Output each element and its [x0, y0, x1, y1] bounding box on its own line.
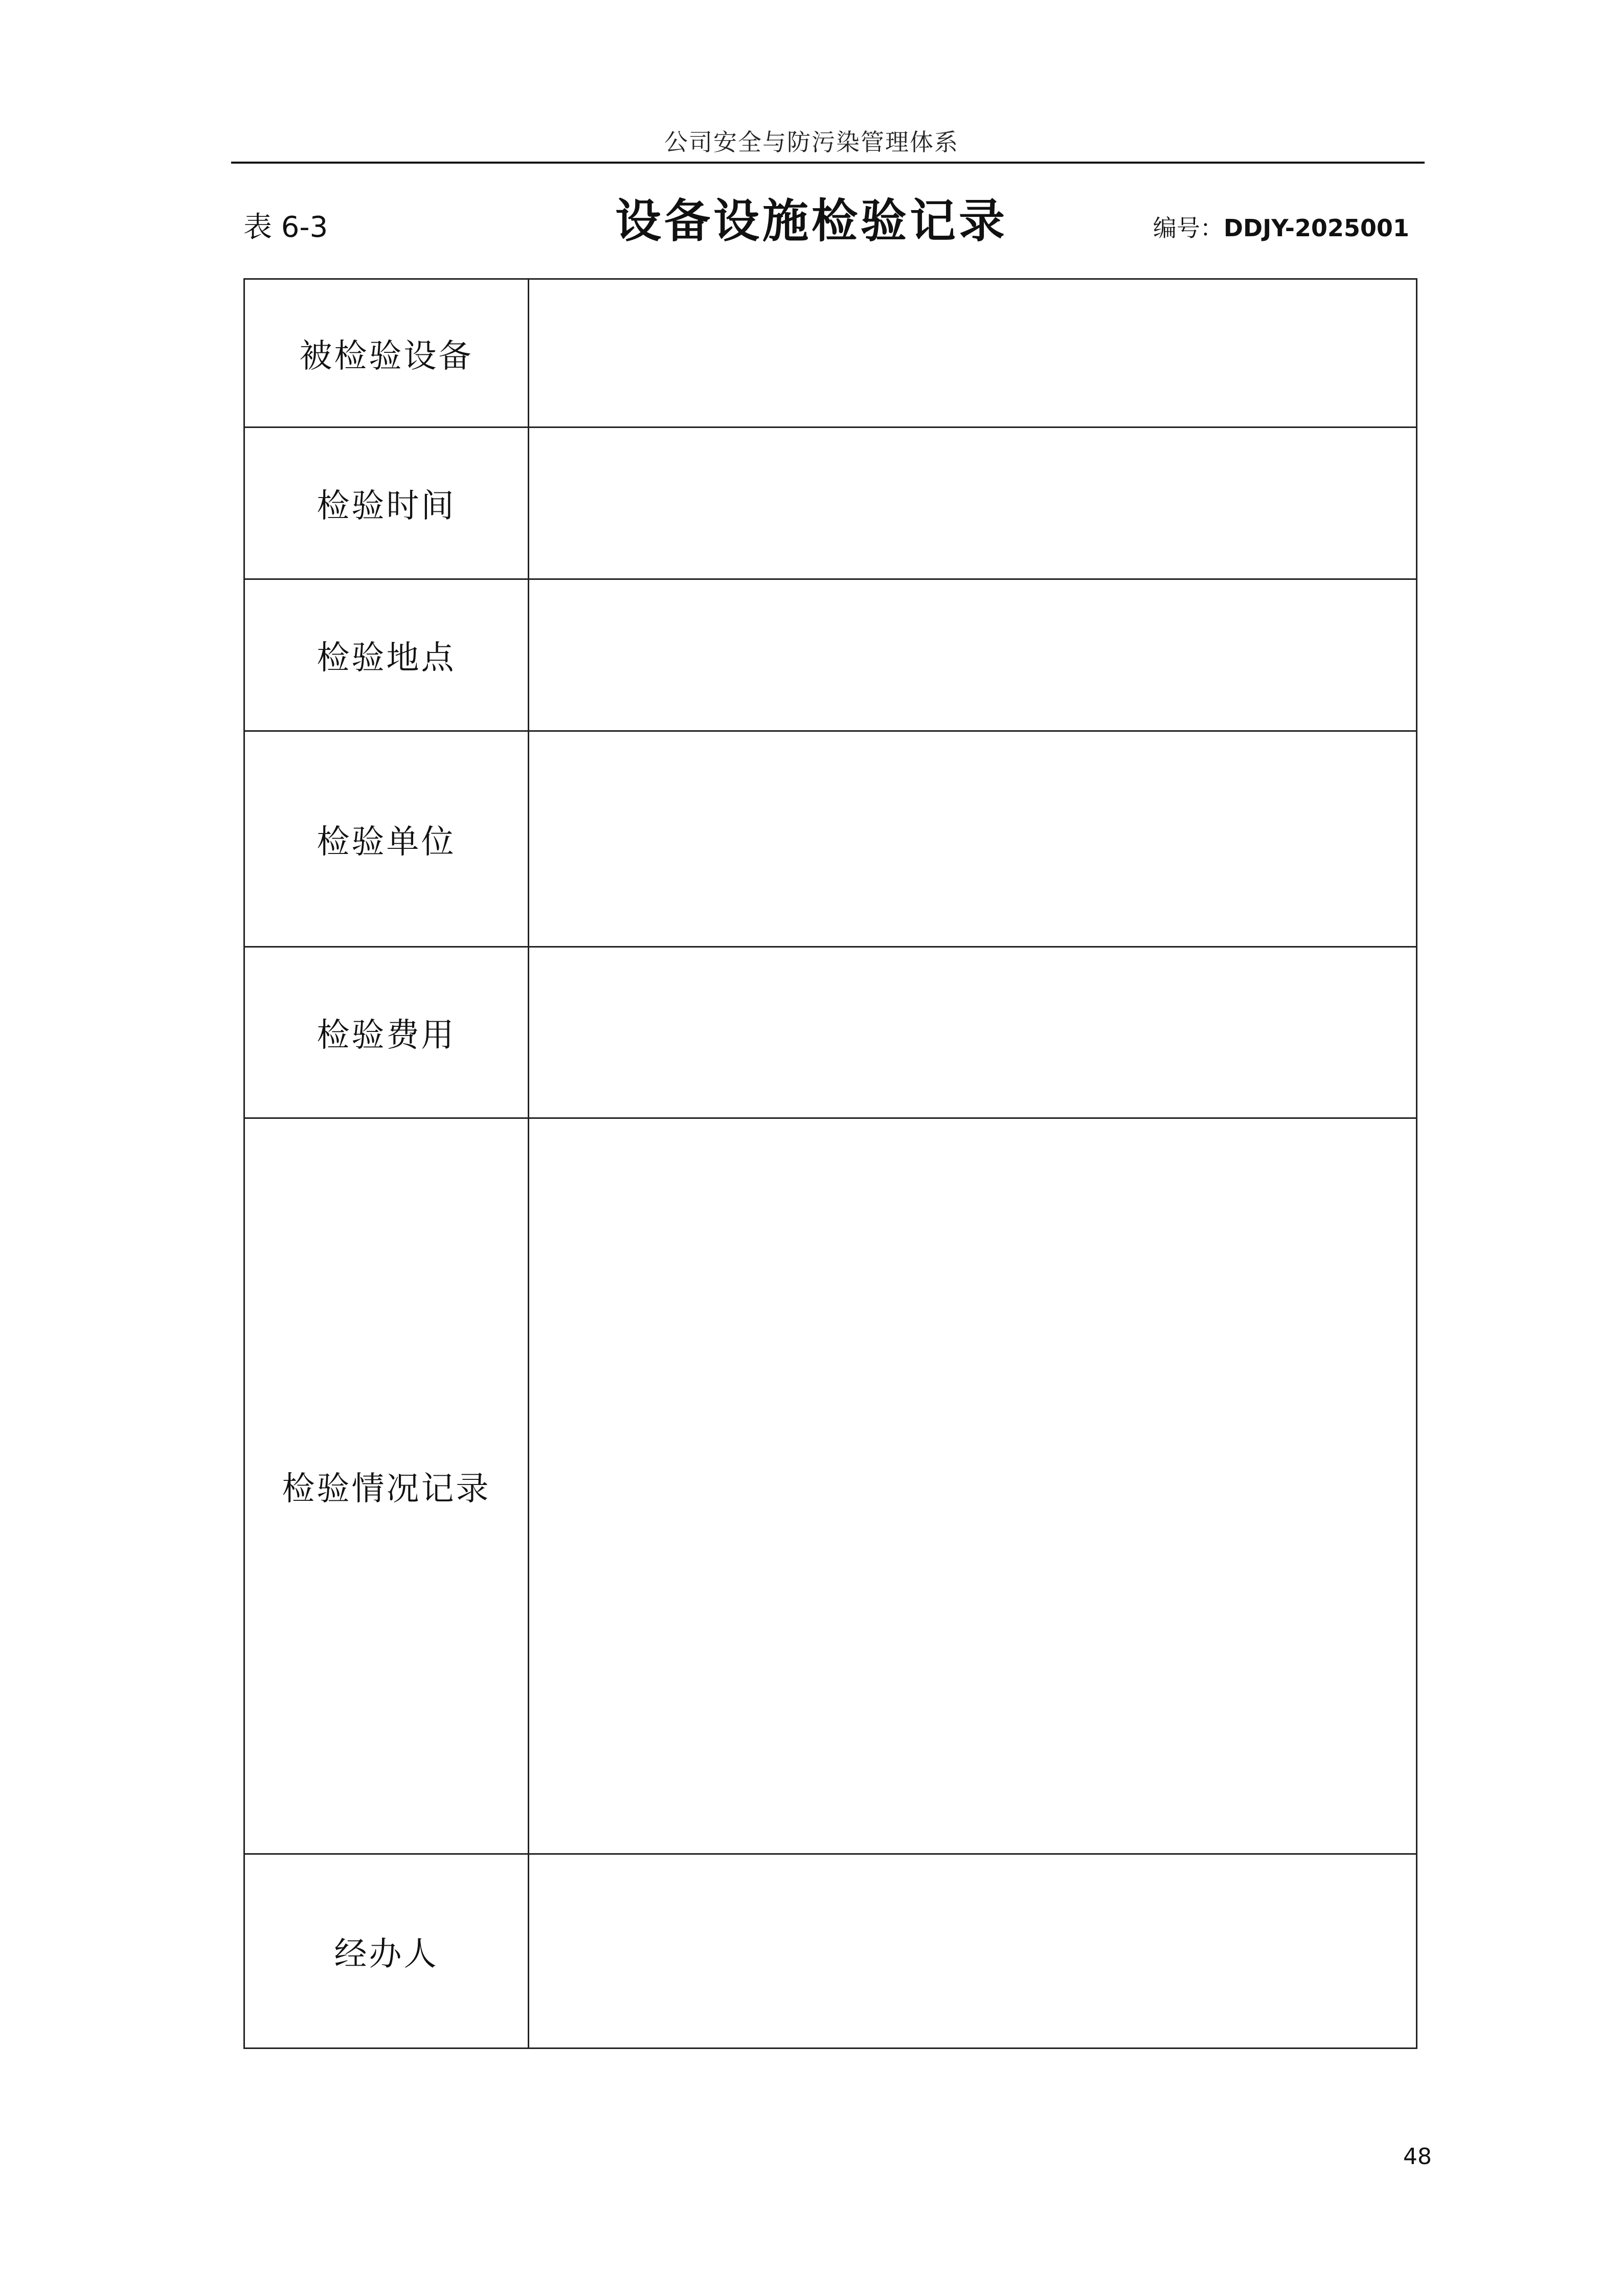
row-value-field[interactable] — [529, 427, 1417, 579]
form-title: 设备设施检验记录 — [615, 194, 1008, 248]
row-label: 检验时间 — [244, 427, 529, 579]
row-value-field[interactable] — [529, 279, 1417, 427]
row-value-field[interactable] — [529, 579, 1417, 731]
page-number: 48 — [1403, 2144, 1432, 2170]
table-row-inspection-record — [244, 1118, 1417, 1854]
table-row-inspection-location — [244, 579, 1417, 731]
row-value-field[interactable] — [529, 1118, 1417, 1854]
table-row-handler — [244, 1854, 1417, 2049]
row-value-field[interactable] — [529, 947, 1417, 1118]
row-label: 经办人 — [244, 1854, 529, 2049]
row-label: 检验费用 — [244, 947, 529, 1118]
row-label: 被检验设备 — [244, 279, 529, 427]
row-value-field[interactable] — [529, 731, 1417, 947]
table-row-inspected-equipment — [244, 279, 1417, 427]
table-row-inspection-unit — [244, 731, 1417, 947]
table-row-inspection-cost — [244, 947, 1417, 1118]
inspection-record-table — [243, 278, 1417, 2049]
serial-number-value: DDJY-2025001 — [1223, 214, 1409, 242]
row-label: 检验单位 — [244, 731, 529, 947]
serial-number — [1153, 212, 1409, 244]
running-header-title: 公司安全与防污染管理体系 — [664, 128, 959, 156]
table-row-inspection-time — [244, 427, 1417, 579]
row-label: 检验地点 — [244, 579, 529, 731]
table-number-label: 表 6-3 — [243, 211, 328, 244]
row-label: 检验情况记录 — [244, 1118, 529, 1854]
row-value-field[interactable] — [529, 1854, 1417, 2049]
header-divider — [231, 162, 1425, 164]
serial-number-label: 编号： — [1153, 214, 1224, 242]
